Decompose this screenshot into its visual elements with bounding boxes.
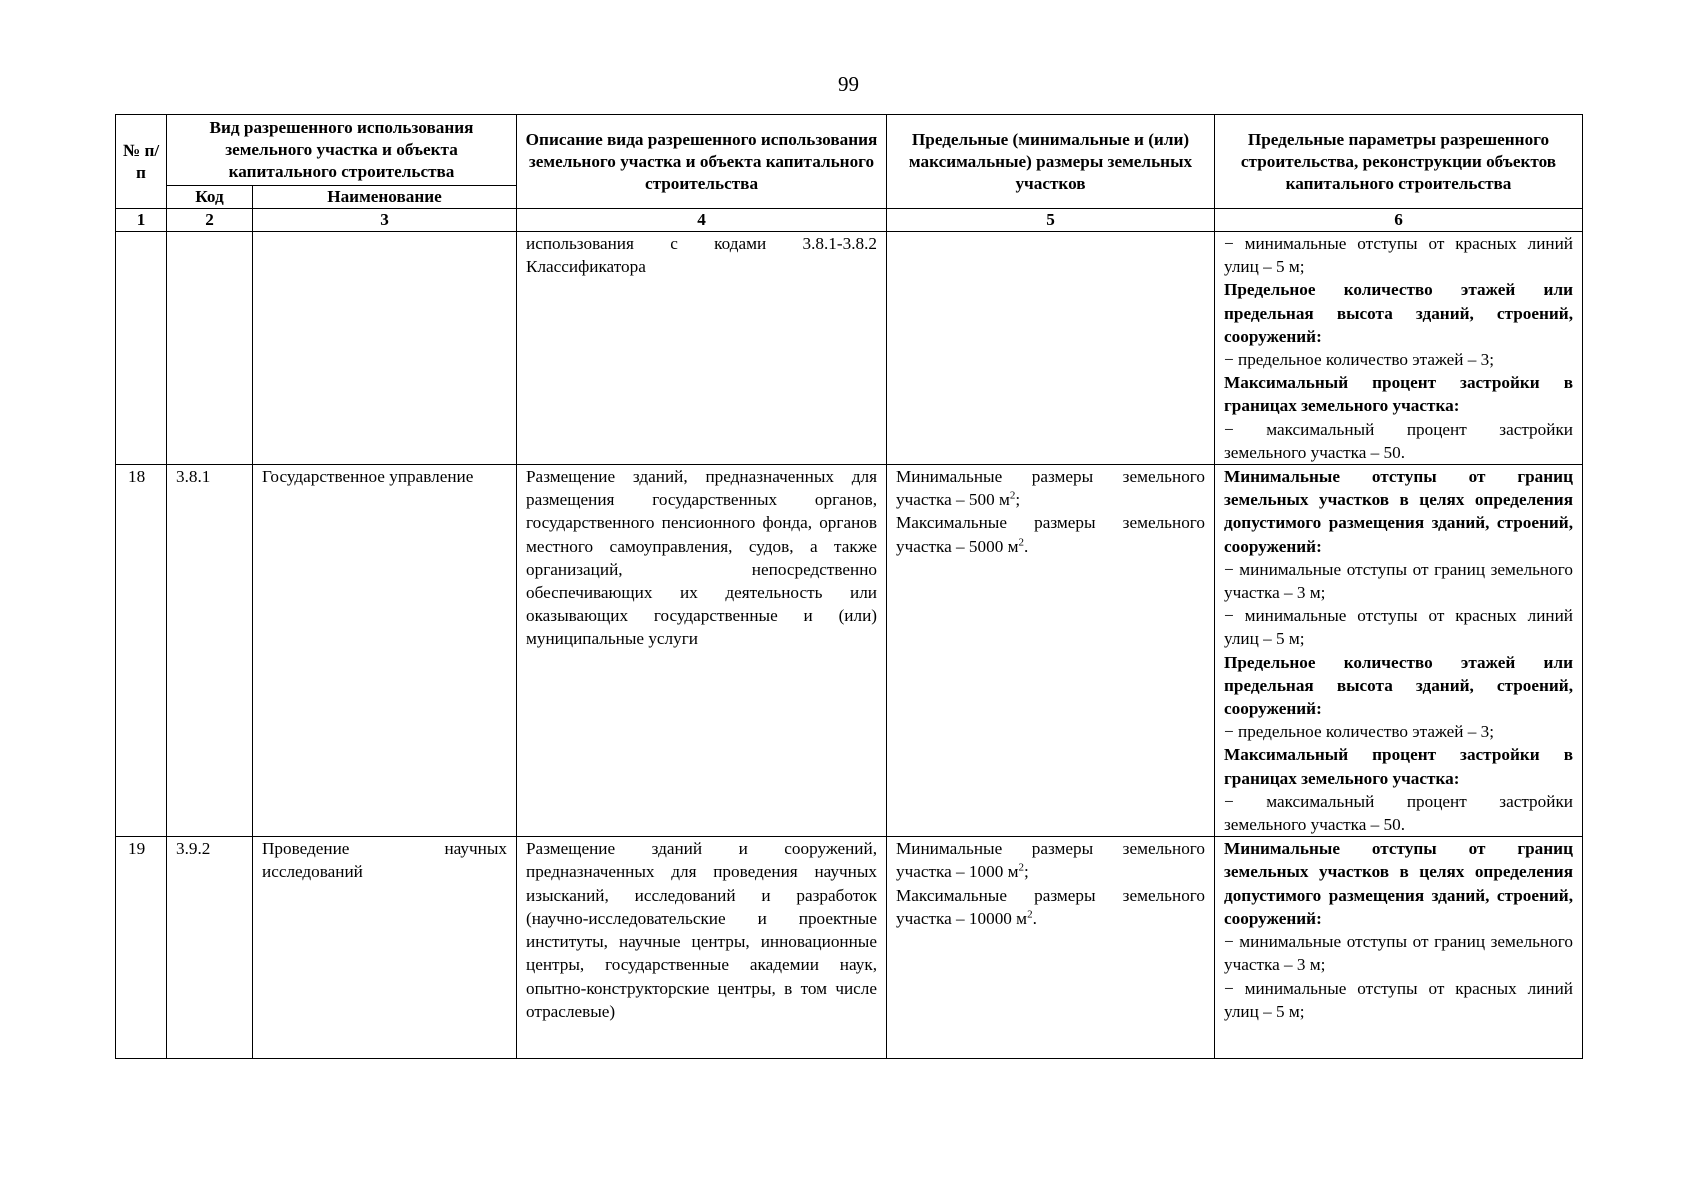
header-name: Наименование — [253, 186, 517, 209]
param-line: − предельное количество этажей – 3; — [1224, 350, 1495, 370]
param-heading: Максимальный процент застройки в границах земельного участка: — [1224, 745, 1573, 788]
row-land-size — [887, 232, 1215, 465]
size-unit-exponent: 2 — [1018, 535, 1024, 548]
param-heading: Минимальные отступы от границ земельных участков в целях определения допустимого размещения зданий, строений, сооружений: — [1224, 467, 1573, 556]
page-number: 99 — [838, 72, 859, 96]
row-description: Размещение зданий и сооружений, предназначенных для проведения научных изысканий, исследований и разработок (научно-исследовательские и проектные институты, научные центры, инновационные центры, государственные академии наук, опытно-конструкторские центры, в том числе отраслевые) — [517, 837, 887, 1059]
table-row — [116, 465, 1583, 837]
table-row — [116, 232, 1583, 465]
row-params — [1215, 837, 1583, 1059]
row-name: Проведение научных исследований — [253, 837, 517, 1059]
header-params: Предельные параметры разрешенного строительства, реконструкции объектов капитального строительства — [1215, 115, 1583, 209]
row-params — [1215, 232, 1583, 465]
row-name — [253, 232, 517, 465]
header-description: Описание вида разрешенного использования земельного участка и объекта капитального строительства — [517, 115, 887, 209]
param-line: − максимальный процент застройки земельного участка – 50. — [1224, 791, 1573, 835]
param-line: − минимальные отступы от границ земельного участка – 3 м; — [1224, 559, 1573, 603]
row-params — [1215, 465, 1583, 837]
size-punct: ; — [1015, 490, 1021, 510]
size-line — [896, 837, 1205, 883]
param-line: − минимальные отступы от красных линий улиц – 5 м; — [1224, 606, 1573, 649]
size-text: Минимальные размеры земельного участка – 500 м — [896, 467, 1205, 510]
header-code: Код — [167, 186, 253, 209]
colnum-5: 5 — [887, 209, 1215, 232]
param-line: − минимальные отступы от красных линий улиц – 5 м; — [1224, 978, 1573, 1021]
header-vid: Вид разрешенного использования земельного участка и объекта капитального строительства — [167, 115, 517, 186]
header-sizes: Предельные (минимальные и (или) максимальные) размеры земельных участков — [887, 115, 1215, 209]
size-unit-exponent: 2 — [1018, 861, 1024, 874]
land-use-table — [115, 114, 1583, 1059]
param-line: − минимальные отступы от границ земельного участка – 3 м; — [1224, 932, 1573, 975]
row-land-size — [887, 465, 1215, 837]
size-line — [896, 511, 1205, 557]
size-punct: . — [1032, 908, 1037, 928]
header-num: № п/п — [116, 115, 167, 209]
row-description: Размещение зданий, предназначенных для размещения государственных органов, государственного пенсионного фонда, органов местного самоуправления, судов, а также организаций, непосредственно обеспечивающих их деятельность или оказывающих государственные и (или) муниципальные услуги — [517, 465, 887, 837]
row-number: 19 — [116, 837, 167, 1059]
param-heading: Минимальные отступы от границ земельных участков в целях определения допустимого размещения зданий, строений, сооружений: — [1224, 839, 1573, 928]
param-line: − минимальные отступы от красных линий улиц – 5 м; — [1224, 234, 1573, 277]
header-row — [116, 115, 1583, 186]
colnum-3: 3 — [253, 209, 517, 232]
column-numbers-row — [116, 209, 1583, 232]
row-description: использования с кодами 3.8.1-3.8.2 Классификатора — [517, 232, 887, 465]
size-punct: . — [1023, 536, 1029, 556]
table-row — [116, 837, 1583, 1059]
size-text: Максимальные размеры земельного участка – 5000 м — [896, 513, 1205, 556]
row-code: 3.8.1 — [167, 465, 253, 837]
row-land-size — [887, 837, 1215, 1059]
size-unit-exponent: 2 — [1009, 489, 1016, 502]
param-line: − предельное количество этажей – 3; — [1224, 722, 1495, 742]
size-punct: ; — [1023, 862, 1029, 882]
param-heading: Предельное количество этажей или предельная высота зданий, строений, сооружений: — [1224, 652, 1573, 719]
colnum-6: 6 — [1215, 209, 1583, 232]
colnum-2: 2 — [167, 209, 253, 232]
size-line — [896, 465, 1205, 511]
row-number: 18 — [116, 465, 167, 837]
param-heading: Предельное количество этажей или предельная высота зданий, строений, сооружений: — [1224, 280, 1573, 346]
param-heading: Максимальный процент застройки в границах земельного участка: — [1224, 373, 1573, 416]
size-text: Максимальные размеры земельного участка – 10000 м — [896, 885, 1205, 928]
colnum-1: 1 — [116, 209, 167, 232]
row-code — [167, 232, 253, 465]
param-line: − максимальный процент застройки земельного участка – 50. — [1224, 419, 1573, 462]
size-text: Минимальные размеры земельного участка – 1000 м — [896, 839, 1205, 882]
row-code: 3.9.2 — [167, 837, 253, 1059]
row-number — [116, 232, 167, 465]
colnum-4: 4 — [517, 209, 887, 232]
size-line — [896, 884, 1205, 930]
size-unit-exponent: 2 — [1027, 908, 1033, 921]
row-name: Государственное управление — [253, 465, 517, 837]
